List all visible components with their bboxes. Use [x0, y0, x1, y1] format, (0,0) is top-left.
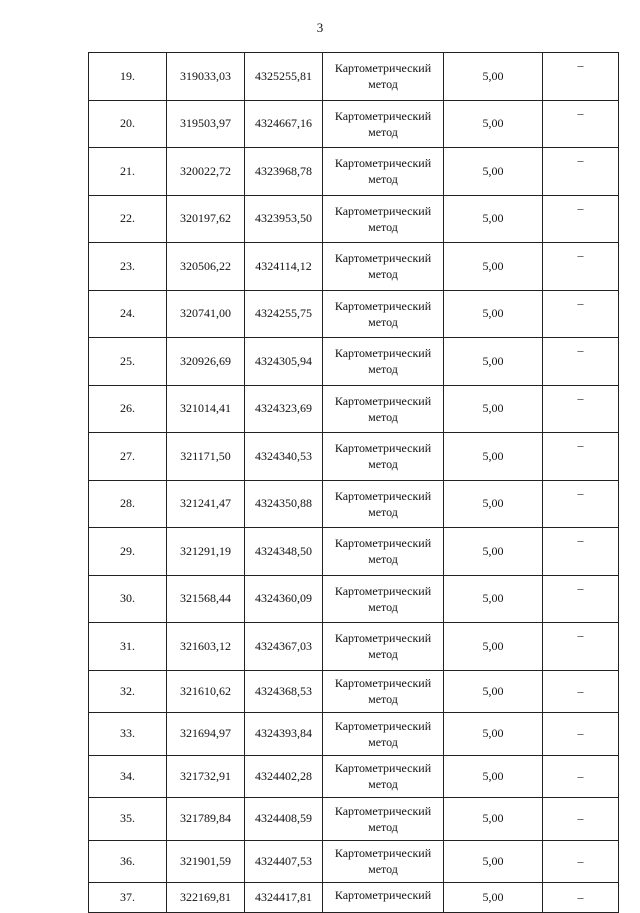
y-coordinate-cell: 4324350,88: [245, 480, 323, 528]
note-cell: –: [543, 670, 619, 713]
method-cell: Картометрический метод: [323, 840, 444, 883]
method-cell: Картометрический метод: [323, 195, 444, 243]
table-row: [89, 480, 619, 528]
note-cell: –: [543, 338, 619, 386]
x-coordinate-cell: 320022,72: [167, 148, 245, 196]
coordinates-table-body: [89, 53, 619, 913]
note-cell: –: [543, 713, 619, 756]
point-number-cell: 37.: [89, 883, 167, 913]
accuracy-cell: 5,00: [444, 575, 543, 623]
accuracy-cell: 5,00: [444, 433, 543, 481]
note-cell: –: [543, 385, 619, 433]
method-cell: Картометрический метод: [323, 575, 444, 623]
table-row: [89, 53, 619, 101]
accuracy-cell: 5,00: [444, 100, 543, 148]
table-row: [89, 755, 619, 798]
table-row: [89, 840, 619, 883]
note-cell: –: [543, 575, 619, 623]
method-cell: Картометрический метод: [323, 433, 444, 481]
note-cell: –: [543, 840, 619, 883]
accuracy-cell: 5,00: [444, 53, 543, 101]
y-coordinate-cell: 4324402,28: [245, 755, 323, 798]
method-cell: Картометрический метод: [323, 798, 444, 841]
x-coordinate-cell: 320926,69: [167, 338, 245, 386]
table-row: [89, 528, 619, 576]
method-cell: Картометрический метод: [323, 670, 444, 713]
y-coordinate-cell: 4324305,94: [245, 338, 323, 386]
accuracy-cell: 5,00: [444, 290, 543, 338]
method-cell: Картометрический метод: [323, 713, 444, 756]
method-cell: Картометрический метод: [323, 290, 444, 338]
point-number-cell: 23.: [89, 243, 167, 291]
accuracy-cell: 5,00: [444, 195, 543, 243]
method-cell: Картометрический метод: [323, 100, 444, 148]
table-row: [89, 670, 619, 713]
accuracy-cell: 5,00: [444, 883, 543, 913]
y-coordinate-cell: 4324407,53: [245, 840, 323, 883]
y-coordinate-cell: 4324348,50: [245, 528, 323, 576]
coordinates-table: [88, 52, 619, 913]
accuracy-cell: 5,00: [444, 798, 543, 841]
x-coordinate-cell: 320506,22: [167, 243, 245, 291]
note-cell: –: [543, 100, 619, 148]
note-cell: –: [543, 148, 619, 196]
x-coordinate-cell: 320197,62: [167, 195, 245, 243]
accuracy-cell: 5,00: [444, 338, 543, 386]
point-number-cell: 27.: [89, 433, 167, 481]
point-number-cell: 36.: [89, 840, 167, 883]
method-cell: Картометрический метод: [323, 385, 444, 433]
table-row: [89, 195, 619, 243]
note-cell: –: [543, 243, 619, 291]
point-number-cell: 21.: [89, 148, 167, 196]
note-cell: –: [543, 528, 619, 576]
y-coordinate-cell: 4324393,84: [245, 713, 323, 756]
point-number-cell: 24.: [89, 290, 167, 338]
table-row: [89, 798, 619, 841]
point-number-cell: 32.: [89, 670, 167, 713]
point-number-cell: 28.: [89, 480, 167, 528]
note-cell: –: [543, 53, 619, 101]
accuracy-cell: 5,00: [444, 528, 543, 576]
y-coordinate-cell: 4324408,59: [245, 798, 323, 841]
x-coordinate-cell: 321568,44: [167, 575, 245, 623]
x-coordinate-cell: 319033,03: [167, 53, 245, 101]
y-coordinate-cell: 4324368,53: [245, 670, 323, 713]
point-number-cell: 30.: [89, 575, 167, 623]
table-row: [89, 100, 619, 148]
x-coordinate-cell: 319503,97: [167, 100, 245, 148]
point-number-cell: 35.: [89, 798, 167, 841]
accuracy-cell: 5,00: [444, 840, 543, 883]
y-coordinate-cell: 4323968,78: [245, 148, 323, 196]
x-coordinate-cell: 321241,47: [167, 480, 245, 528]
note-cell: –: [543, 798, 619, 841]
accuracy-cell: 5,00: [444, 243, 543, 291]
table-row: [89, 433, 619, 481]
method-cell: Картометрический метод: [323, 480, 444, 528]
x-coordinate-cell: 322169,81: [167, 883, 245, 913]
x-coordinate-cell: 321610,62: [167, 670, 245, 713]
x-coordinate-cell: 321171,50: [167, 433, 245, 481]
table-row: [89, 338, 619, 386]
y-coordinate-cell: 4324323,69: [245, 385, 323, 433]
point-number-cell: 25.: [89, 338, 167, 386]
note-cell: –: [543, 480, 619, 528]
note-cell: –: [543, 195, 619, 243]
table-row: [89, 575, 619, 623]
table-row: [89, 713, 619, 756]
table-row: [89, 385, 619, 433]
point-number-cell: 22.: [89, 195, 167, 243]
table-row: [89, 883, 619, 913]
method-cell: Картометрический метод: [323, 338, 444, 386]
x-coordinate-cell: 321901,59: [167, 840, 245, 883]
method-cell: Картометрический метод: [323, 623, 444, 671]
accuracy-cell: 5,00: [444, 670, 543, 713]
method-cell: Картометрический метод: [323, 148, 444, 196]
point-number-cell: 29.: [89, 528, 167, 576]
table-row: [89, 290, 619, 338]
y-coordinate-cell: 4324340,53: [245, 433, 323, 481]
x-coordinate-cell: 321789,84: [167, 798, 245, 841]
y-coordinate-cell: 4324360,09: [245, 575, 323, 623]
point-number-cell: 34.: [89, 755, 167, 798]
accuracy-cell: 5,00: [444, 148, 543, 196]
y-coordinate-cell: 4323953,50: [245, 195, 323, 243]
x-coordinate-cell: 320741,00: [167, 290, 245, 338]
accuracy-cell: 5,00: [444, 385, 543, 433]
page-number: 3: [316, 20, 324, 35]
method-cell: Картометрический метод: [323, 53, 444, 101]
accuracy-cell: 5,00: [444, 623, 543, 671]
point-number-cell: 20.: [89, 100, 167, 148]
y-coordinate-cell: 4324367,03: [245, 623, 323, 671]
note-cell: –: [543, 290, 619, 338]
table-row: [89, 148, 619, 196]
accuracy-cell: 5,00: [444, 713, 543, 756]
method-cell: Картометрический метод: [323, 243, 444, 291]
table-row: [89, 243, 619, 291]
note-cell: –: [543, 883, 619, 913]
y-coordinate-cell: 4324667,16: [245, 100, 323, 148]
point-number-cell: 33.: [89, 713, 167, 756]
method-cell: Картометрический метод: [323, 528, 444, 576]
x-coordinate-cell: 321694,97: [167, 713, 245, 756]
x-coordinate-cell: 321291,19: [167, 528, 245, 576]
accuracy-cell: 5,00: [444, 755, 543, 798]
y-coordinate-cell: 4324417,81: [245, 883, 323, 913]
table-row: [89, 623, 619, 671]
y-coordinate-cell: 4324255,75: [245, 290, 323, 338]
method-cell: Картометрический: [323, 883, 444, 913]
accuracy-cell: 5,00: [444, 480, 543, 528]
x-coordinate-cell: 321014,41: [167, 385, 245, 433]
x-coordinate-cell: 321732,91: [167, 755, 245, 798]
method-cell: Картометрический метод: [323, 755, 444, 798]
note-cell: –: [543, 755, 619, 798]
point-number-cell: 19.: [89, 53, 167, 101]
point-number-cell: 26.: [89, 385, 167, 433]
note-cell: –: [543, 433, 619, 481]
note-cell: –: [543, 623, 619, 671]
point-number-cell: 31.: [89, 623, 167, 671]
y-coordinate-cell: 4325255,81: [245, 53, 323, 101]
x-coordinate-cell: 321603,12: [167, 623, 245, 671]
y-coordinate-cell: 4324114,12: [245, 243, 323, 291]
